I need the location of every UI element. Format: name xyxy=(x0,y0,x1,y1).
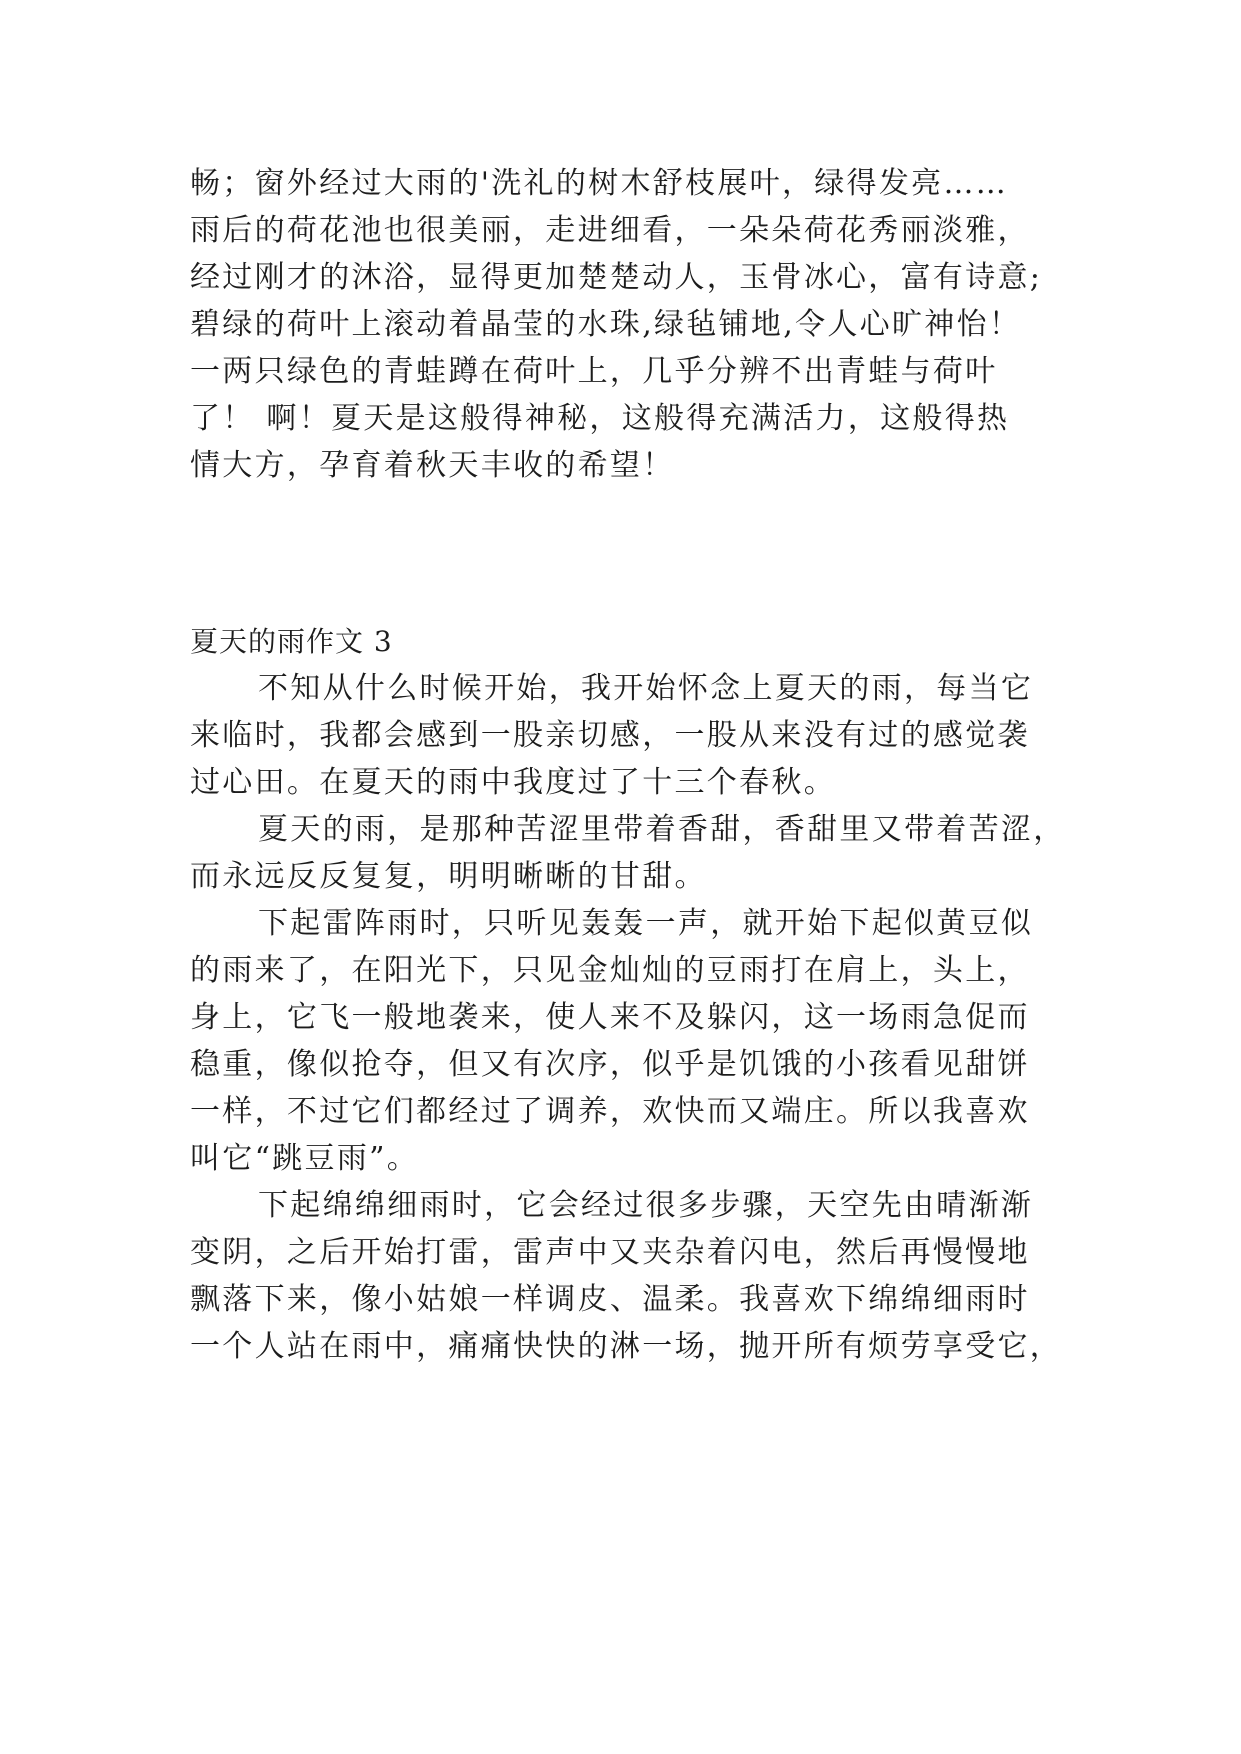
text-line: 雨后的荷花池也很美丽，走进细看，一朵朵荷花秀丽淡雅， xyxy=(190,213,1030,248)
text-line: 叫它“跳豆雨”。 xyxy=(190,1141,420,1176)
text-line: 而永远反反复复，明明晰晰的甘甜。 xyxy=(190,859,707,894)
text-line: 稳重，像似抢夺，但又有次序，似乎是饥饿的小孩看见甜饼 xyxy=(190,1047,1030,1082)
essay-title: 夏天的雨作文 3 xyxy=(190,625,393,658)
text-line: 过心田。在夏天的雨中我度过了十三个春秋。 xyxy=(190,765,836,800)
text-line: 碧绿的荷叶上滚动着晶莹的水珠,绿毡铺地,令人心旷神怡！ xyxy=(190,307,1022,342)
text-line: 下起雷阵雨时，只听见轰轰一声，就开始下起似黄豆似 xyxy=(258,906,1034,941)
text-line: 经过刚才的沐浴，显得更加楚楚动人，玉骨冰心，富有诗意; xyxy=(190,260,1043,295)
text-line: 飘落下来，像小姑娘一样调皮、温柔。我喜欢下绵绵细雨时 xyxy=(190,1282,1030,1317)
text-line: 一样，不过它们都经过了调养，欢快而又端庄。所以我喜欢 xyxy=(190,1094,1030,1129)
text-line: 一两只绿色的青蛙蹲在荷叶上，几乎分辨不出青蛙与荷叶 xyxy=(190,354,998,389)
text-line: 畅；窗外经过大雨的'洗礼的树木舒枝展叶，绿得发亮…… xyxy=(190,166,1009,201)
text-line: 的雨来了，在阳光下，只见金灿灿的豆雨打在肩上，头上， xyxy=(190,953,1030,988)
text-line: 了！ 啊！夏天是这般得神秘，这般得充满活力，这般得热 xyxy=(190,401,1010,436)
text-line: 变阴，之后开始打雷，雷声中又夹杂着闪电，然后再慢慢地 xyxy=(190,1235,1030,1270)
essay-section xyxy=(190,618,1070,1370)
text-line: 不知从什么时候开始，我开始怀念上夏天的雨，每当它 xyxy=(258,671,1034,706)
text-line: 一个人站在雨中，痛痛快快的淋一场，抛开所有烦劳享受它， xyxy=(190,1329,1063,1364)
previous-essay-continuation xyxy=(190,160,1070,489)
text-line: 下起绵绵细雨时，它会经过很多步骤，天空先由晴渐渐 xyxy=(258,1188,1034,1223)
text-line: 夏天的雨，是那种苦涩里带着香甜，香甜里又带着苦涩， xyxy=(258,812,1066,847)
text-line: 身上，它飞一般地袭来，使人来不及躲闪，这一场雨急促而 xyxy=(190,1000,1030,1035)
text-line: 来临时，我都会感到一股亲切感，一股从来没有过的感觉袭 xyxy=(190,718,1030,753)
text-line: 情大方，孕育着秋天丰收的希望！ xyxy=(190,448,675,483)
